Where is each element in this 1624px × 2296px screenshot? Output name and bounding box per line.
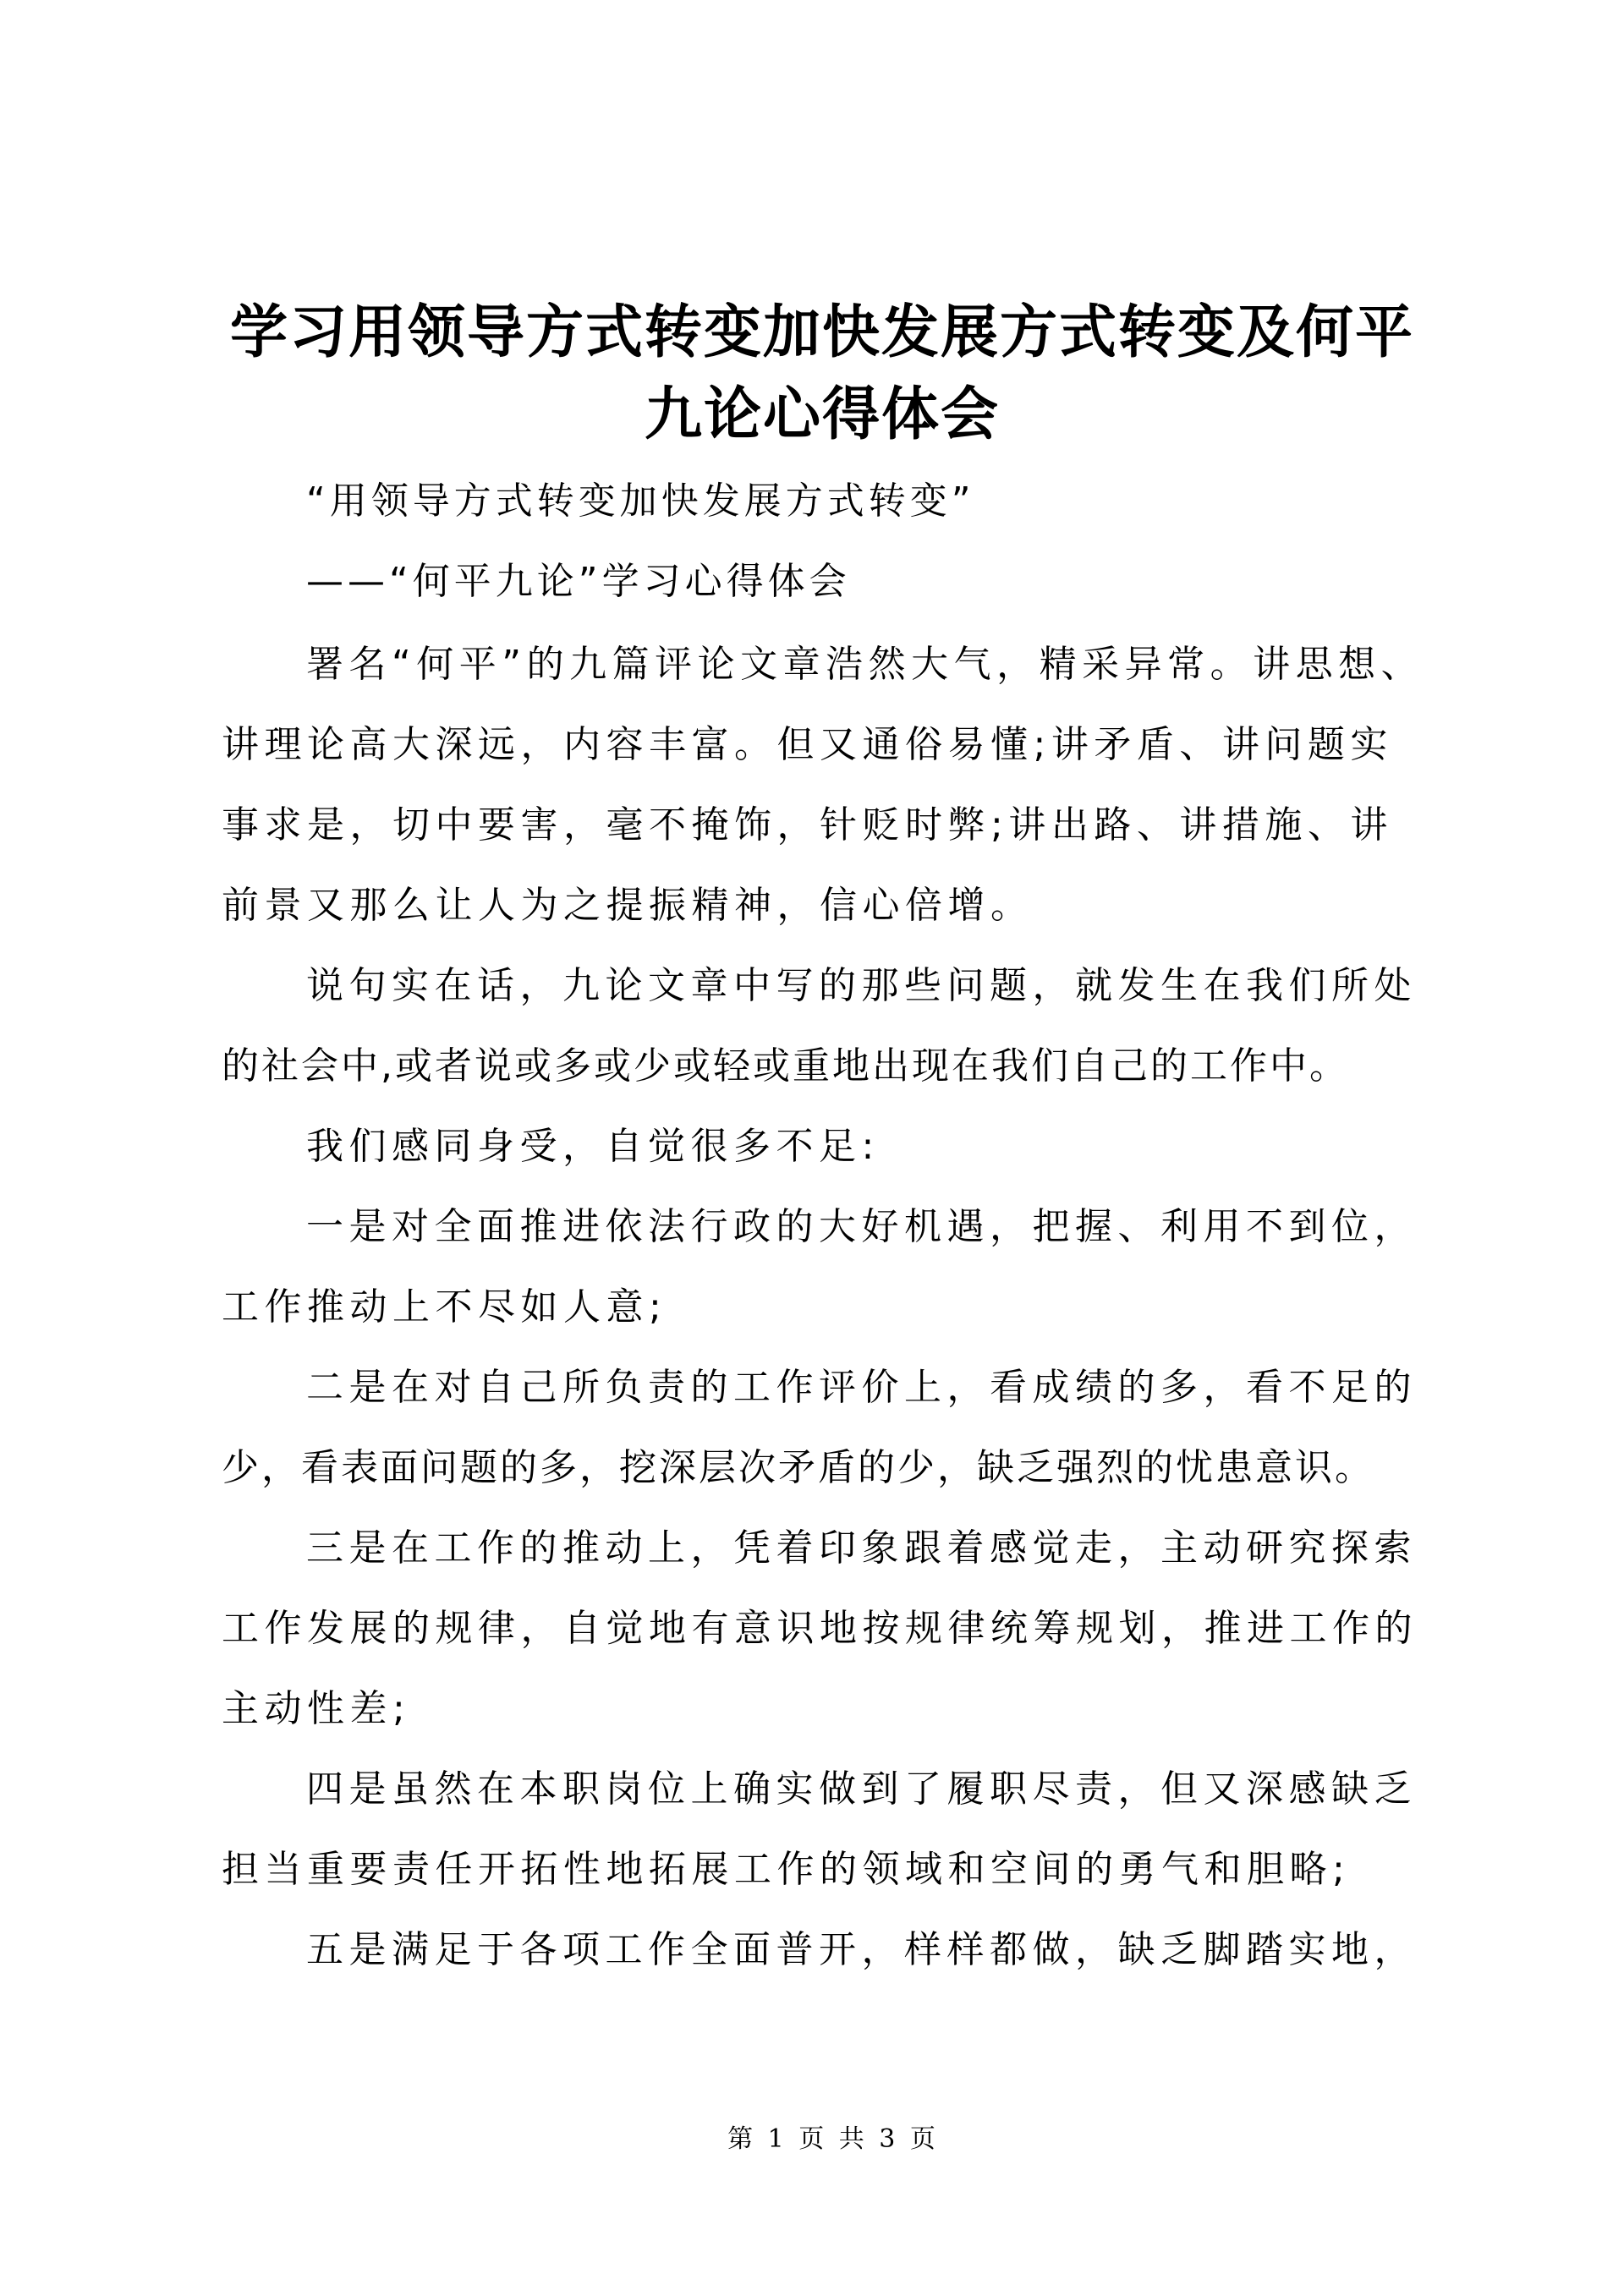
- subtitle-line-1: “用领导方式转变加快发展方式转变”: [306, 479, 975, 523]
- paragraph-line: 三是在工作的推动上，凭着印象跟着感觉走，主动研究探索: [306, 1526, 1417, 1570]
- paragraph-line: 少，看表面问题的多，挖深层次矛盾的少，缺乏强烈的忧患意识。: [222, 1446, 1374, 1489]
- paragraph-line: 担当重要责任开拓性地拓展工作的领域和空间的勇气和胆略;: [222, 1848, 1351, 1891]
- paragraph-line: 署名“何平”的九篇评论文章浩然大气，精采异常。讲思想、: [306, 643, 1424, 686]
- paragraph-line: 事求是，切中要害，毫不掩饰，针贬时弊;讲出路、讲措施、讲: [222, 803, 1393, 847]
- paragraph-line: 一是对全面推进依法行政的大好机遇，把握、利用不到位，: [306, 1205, 1417, 1248]
- title-line-2: 九论心得体会: [644, 381, 1000, 448]
- page-footer: [0, 2123, 1624, 2156]
- paragraph-line: 二是在对自己所负责的工作评价上，看成绩的多，看不足的: [306, 1366, 1417, 1409]
- paragraph-line: 的社会中,或者说或多或少或轻或重地出现在我们自己的工作中。: [222, 1044, 1349, 1088]
- page-indicator: 第 1 页 共 3 页: [727, 2124, 939, 2154]
- paragraph-line: 说句实在话，九论文章中写的那些问题，就发生在我们所处: [306, 964, 1417, 1007]
- paragraph-line: 工作推动上不尽如人意;: [222, 1285, 667, 1329]
- paragraph-line: 前景又那么让人为之提振精神，信心倍增。: [222, 884, 1034, 927]
- paragraph-line: 四是虽然在本职岗位上确实做到了履职尽责，但又深感缺乏: [306, 1767, 1417, 1811]
- paragraph-line: 主动性差;: [222, 1687, 411, 1730]
- paragraph-line: 工作发展的规律，自觉地有意识地按规律统筹规划，推进工作的: [222, 1607, 1418, 1650]
- subtitle-line-2: ——“何平九论”学习心得体会: [306, 560, 851, 603]
- document-title: [222, 292, 1423, 456]
- paragraph-line: 讲理论高大深远，内容丰富。但又通俗易懂;讲矛盾、讲问题实: [222, 723, 1393, 766]
- paragraph-line: 我们感同身受，自觉很多不足:: [306, 1125, 880, 1168]
- paragraph-line: 五是满足于各项工作全面普开，样样都做，缺乏脚踏实地，: [306, 1928, 1417, 1971]
- title-line-1: 学习用领导方式转变加快发展方式转变及何平: [229, 299, 1414, 366]
